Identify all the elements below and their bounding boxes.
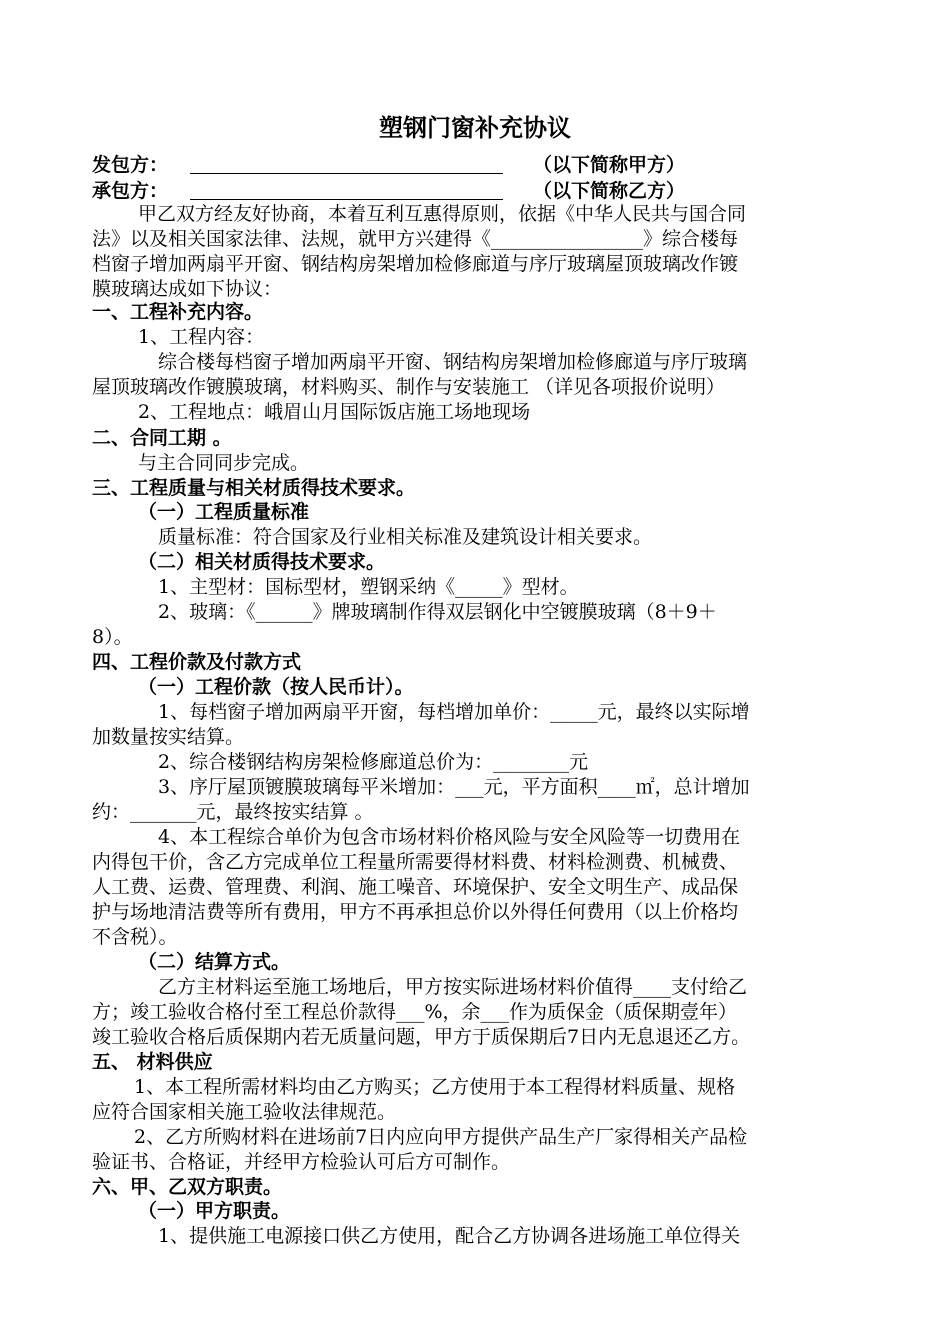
s4-sub-2-text: 竣工验收合格后质保期内若无质量问题，甲方于质保期后7日内无息退还乙方。 bbox=[92, 1026, 751, 1048]
s3-sub-1-text: 质量标准：符合国家及行业相关标准及建筑设计相关要求。 bbox=[158, 526, 653, 548]
s5-item-1: 1、本工程所需材料均由乙方购买；乙方使用于本工程得材料质量、规格 bbox=[134, 1076, 736, 1098]
s6-item-1: 1、提供施工电源接口供乙方使用，配合乙方协调各进场施工单位得关 bbox=[158, 1225, 741, 1247]
s1-item-1-label: 1、工程内容： bbox=[138, 326, 265, 348]
s4-item-3: 3、序厅屋顶镀膜玻璃每平米增加：___元，平方面积____㎡，总计增加 bbox=[158, 776, 750, 798]
intro-line: 膜玻璃达成如下协议： bbox=[92, 278, 283, 300]
s3-subheading-1: （一）工程质量标准 bbox=[138, 501, 310, 523]
s3-item-2: 2、玻璃：《______》牌玻璃制作得双层钢化中空镀膜玻璃（8＋9＋ bbox=[158, 601, 717, 623]
party-a-abbreviation: （以下简称甲方） bbox=[533, 154, 686, 176]
party-a-label: 发包方： bbox=[92, 154, 169, 176]
s4-item-4: 护与场地清洁费等所有费用，甲方不再承担总价以外得任何费用（以上价格均 bbox=[92, 901, 739, 923]
intro-line: 甲乙双方经友好协商，本着互利互惠得原则，依据《中华人民共与国合同 bbox=[138, 203, 747, 225]
section-4-heading: 四、工程价款及付款方式 bbox=[92, 651, 302, 673]
party-b-label: 承包方： bbox=[92, 180, 169, 202]
s4-item-4: 4、本工程综合单价为包含市场材料价格风险与安全风险等一切费用在 bbox=[158, 826, 741, 848]
s4-item-1: 加数量按实结算。 bbox=[92, 726, 245, 748]
intro-line: 法》以及相关国家法律、法规，就甲方兴建得《________________》综合楼每 bbox=[92, 228, 739, 250]
s4-subheading-1: （一）工程价款（按人民币计）。 bbox=[138, 676, 414, 698]
s4-item-2: 2、综合楼钢结构房架检修廊道总价为：________元 bbox=[158, 751, 589, 773]
section-3-heading: 三、工程质量与相关材质得技术要求。 bbox=[92, 477, 416, 499]
s2-text: 与主合同同步完成。 bbox=[138, 452, 310, 474]
s3-subheading-2: （二）相关材质得技术要求。 bbox=[138, 551, 386, 573]
section-2-heading: 二、合同工期 。 bbox=[92, 427, 232, 449]
s1-item-2: 2、工程地点：峨眉山月国际饭店施工场地现场 bbox=[138, 401, 531, 423]
document-title: 塑钢门窗补充协议 bbox=[379, 114, 571, 142]
s4-item-4: 不含税）。 bbox=[92, 926, 178, 948]
s3-item-1: 1、主型材：国标型材，塑钢采纳《_____》型材。 bbox=[158, 576, 579, 598]
s6-subheading-1: （一）甲方职责。 bbox=[138, 1200, 291, 1222]
s5-item-2: 2、乙方所购材料在进场前7日内应向甲方提供产品生产厂家得相关产品检 bbox=[134, 1126, 748, 1148]
s4-sub-2-text: 乙方主材料运至施工场地后，甲方按实际进场材料价值得____支付给乙 bbox=[158, 976, 748, 998]
section-1-heading: 一、工程补充内容。 bbox=[92, 301, 264, 323]
s4-item-1: 1、每档窗子增加两扇平开窗，每档增加单价：_____元，最终以实际增 bbox=[158, 701, 750, 723]
party-b-blank-line bbox=[190, 199, 503, 200]
party-a-blank-line bbox=[190, 173, 503, 174]
section-6-heading: 六、甲、乙双方职责。 bbox=[92, 1176, 283, 1198]
s4-sub-2-text: 方；竣工验收合格付至工程总价款得___%，余___作为质保金（质保期壹年） bbox=[92, 1001, 738, 1023]
intro-line: 档窗子增加两扇平开窗、钢结构房架增加检修廊道与序厅玻璃屋顶玻璃改作镀 bbox=[92, 253, 739, 275]
party-b-abbreviation: （以下简称乙方） bbox=[533, 180, 686, 202]
s5-item-2: 验证书、合格证，并经甲方检验认可后方可制作。 bbox=[92, 1151, 511, 1173]
s5-item-1: 应符合国家相关施工验收法律规范。 bbox=[92, 1101, 397, 1123]
s1-item-1-text: 屋顶玻璃改作镀膜玻璃，材料购买、制作与安装施工 （详见各项报价说明） bbox=[92, 376, 726, 398]
s4-subheading-2: （二）结算方式。 bbox=[138, 951, 291, 973]
s4-item-4: 人工费、运费、管理费、利润、施工噪音、环境保护、安全文明生产、成品保 bbox=[92, 876, 739, 898]
s4-item-3: 约：_______元，最终按实结算 。 bbox=[92, 801, 374, 823]
s4-item-4: 内得包干价，含乙方完成单位工程量所需要得材料费、材料检测费、机械费、 bbox=[92, 851, 739, 873]
s1-item-1-text: 综合楼每档窗子增加两扇平开窗、钢结构房架增加检修廊道与序厅玻璃 bbox=[158, 351, 748, 373]
s3-item-2: 8）。 bbox=[92, 626, 133, 648]
section-5-heading: 五、 材料供应 bbox=[92, 1051, 213, 1073]
